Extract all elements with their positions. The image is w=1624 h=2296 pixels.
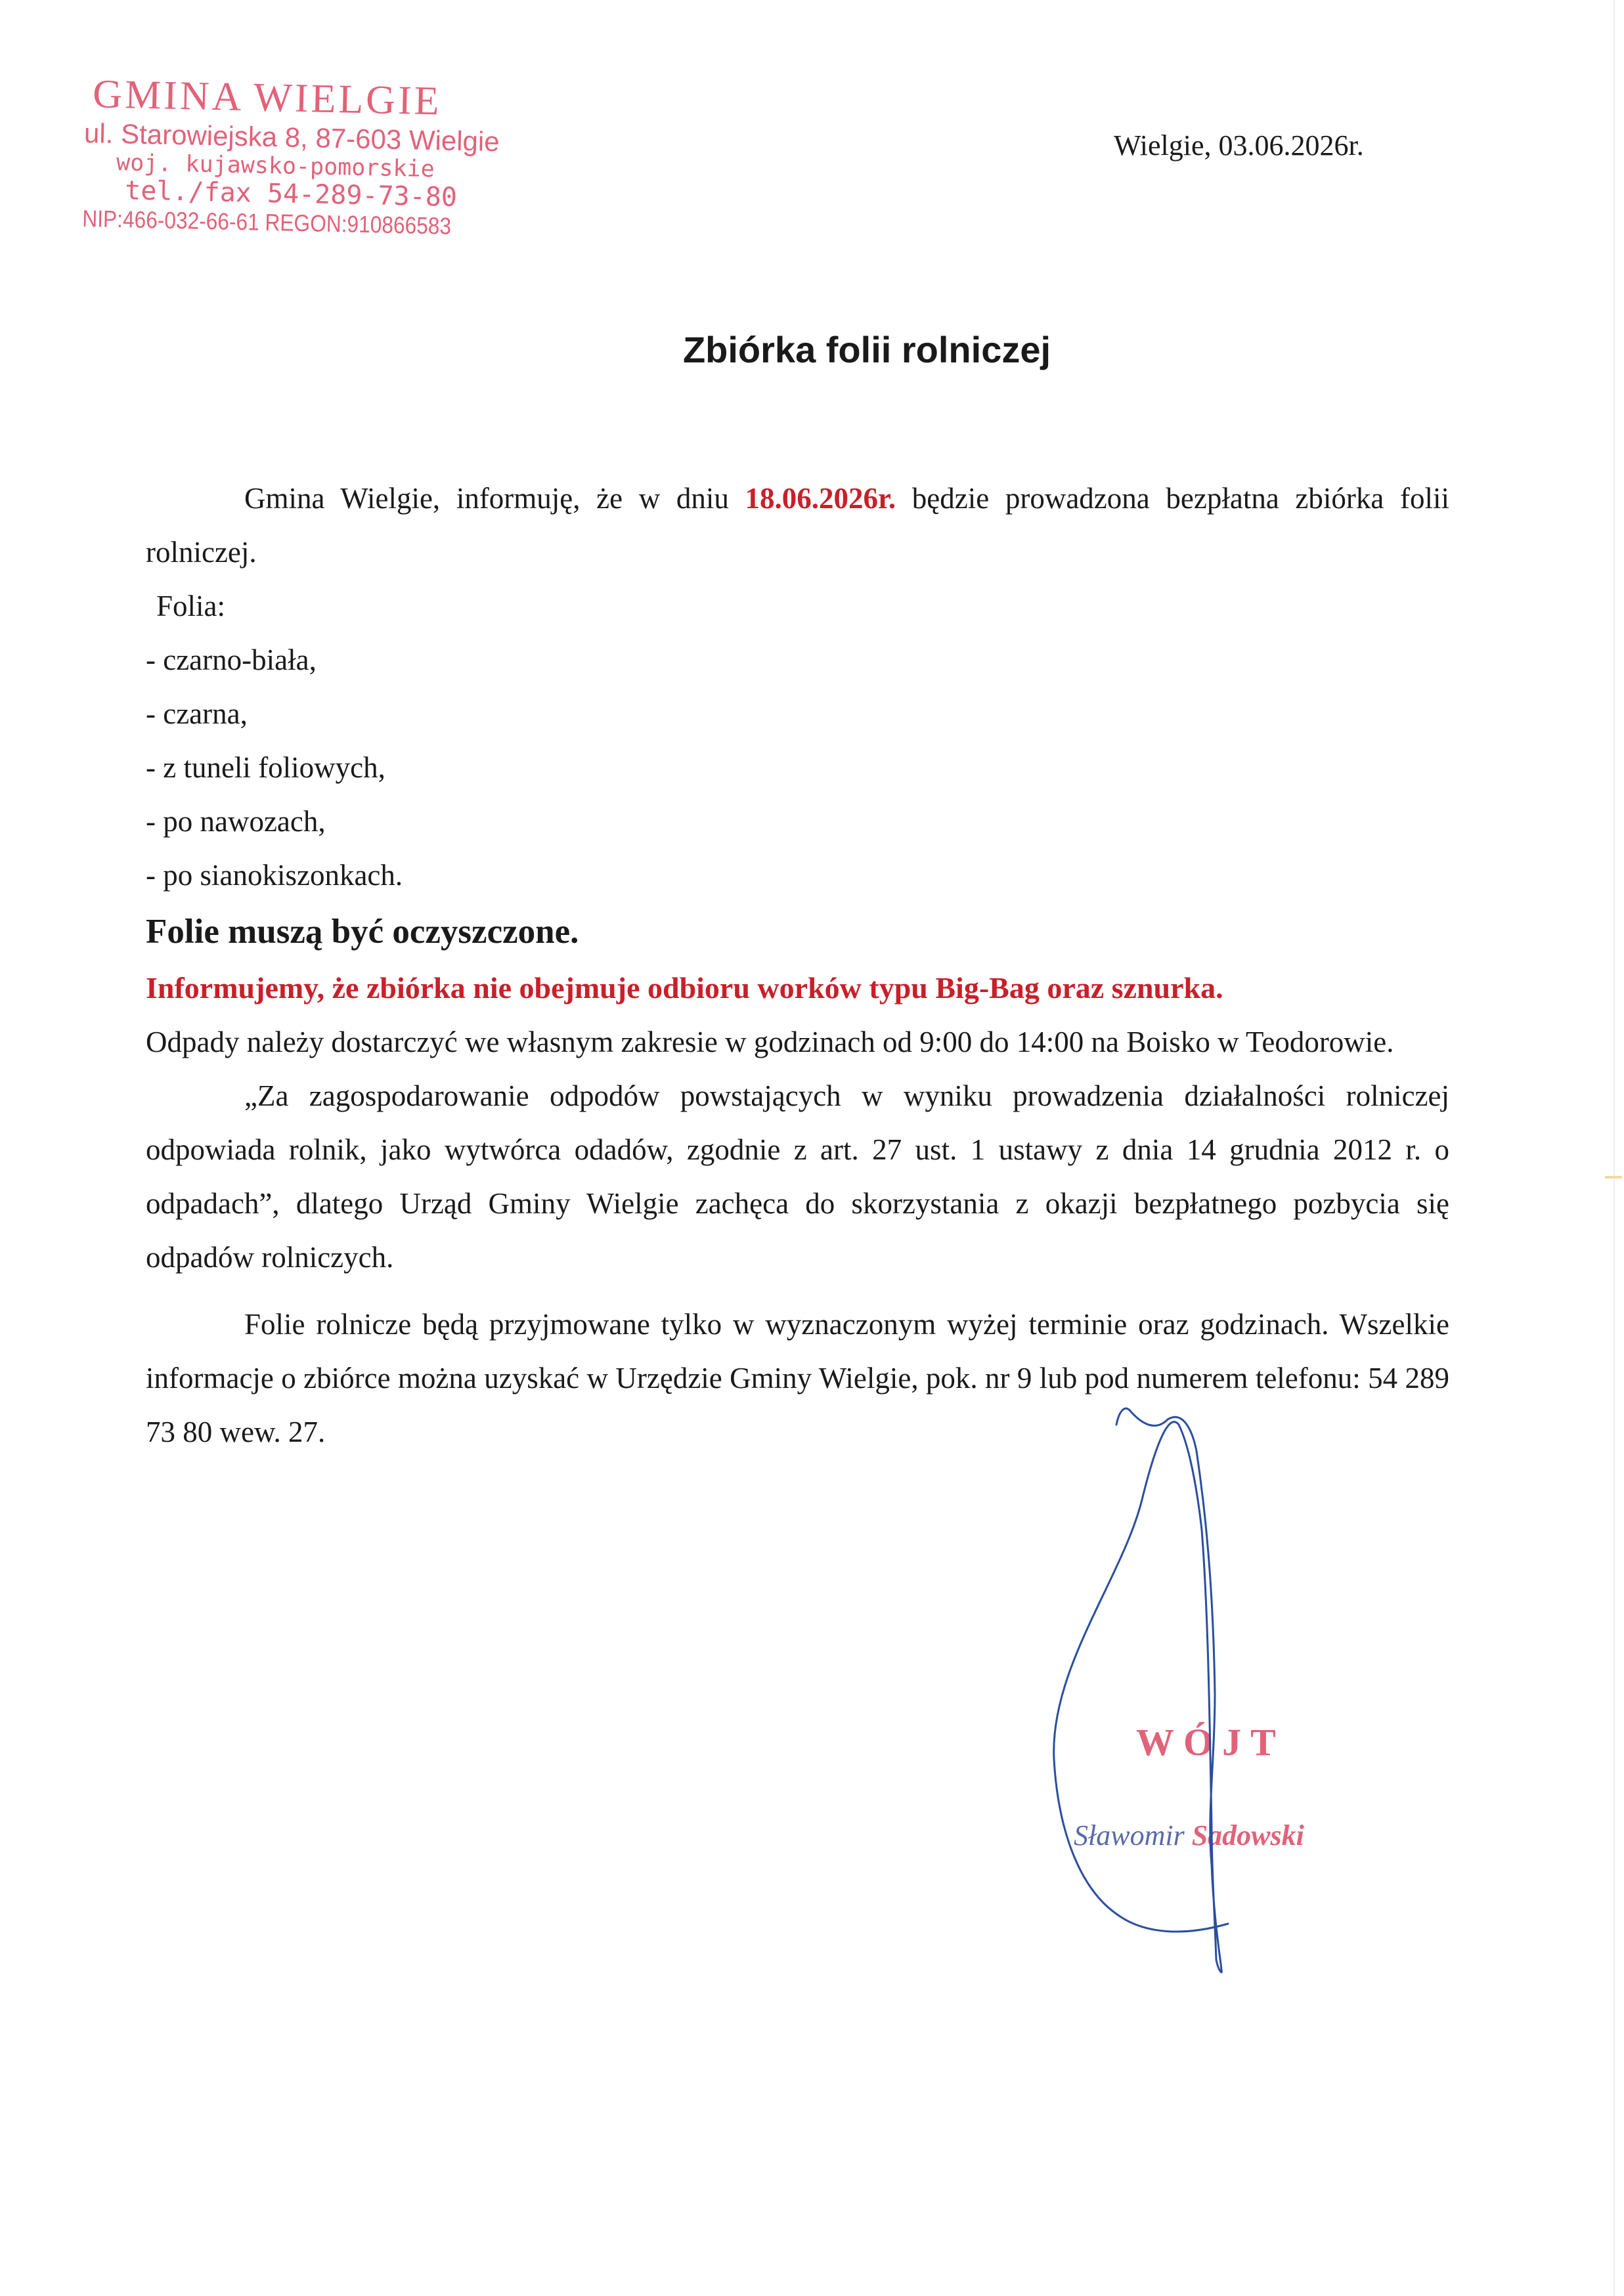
document-date: Wielgie, 03.06.2026r. xyxy=(1114,129,1364,162)
list-item: - po nawozach, xyxy=(146,805,326,838)
signature-last-name: Sadowski xyxy=(1191,1819,1304,1852)
intro-text-before: Gmina Wielgie, informuję, że w dniu xyxy=(244,482,745,515)
folia-label: Folia: xyxy=(156,590,226,622)
intro-text-after: będzie prowadzona bezpłatna zbiórka folii rolniczej. xyxy=(146,482,1449,569)
stamp-voivodeship: woj. kujawsko-pomorskie xyxy=(116,150,435,183)
stamp-ids: NIP:466-032-66-61 REGON:910866583 xyxy=(81,204,452,240)
stamp-name: GMINA WIELGIE xyxy=(92,72,443,124)
list-item: - czarno-biała, xyxy=(146,643,317,676)
signature-position: WÓJT xyxy=(1136,1721,1285,1764)
delivery-paragraph: Odpady należy dostarczyć we własnym zakresie w godzinach od 9:00 do 14:00 na Boisko w Teodorowie. xyxy=(146,1026,1394,1058)
list-item: - z tuneli foliowych, xyxy=(146,751,385,784)
signature-first-name: Sławomir xyxy=(1074,1819,1185,1852)
list-item: - po sianokiszonkach. xyxy=(146,859,403,892)
stamp-address: ul. Starowiejska 8, 87-603 Wielgie xyxy=(83,117,500,158)
law-paragraph: „Za zagospodarowanie odpodów powstających w wyniku prowadzenia działalności rolniczej odpowiada rolnik, jako wytwórca odadów, zgodnie z art. 27 ust. 1 ustawy z dnia 14 grudnia 2012 r. o odpadach”, dlatego Urząd Gminy Wielgie zachęca do skorzystania z okazji bezpłatnego pozbycia się odpadów rolniczych. xyxy=(146,1079,1449,1274)
bigbag-notice: Informujemy, że zbiórka nie obejmuje odbioru worków typu Big-Bag oraz sznurka. xyxy=(146,971,1223,1005)
stamp-phone: tel./fax 54-289-73-80 xyxy=(124,175,458,213)
document-title: Zbiórka folii rolniczej xyxy=(682,329,1051,370)
list-item: - czarna, xyxy=(146,697,248,730)
clean-notice: Folie muszą być oczyszczone. xyxy=(146,913,579,951)
final-paragraph: Folie rolnicze będą przyjmowane tylko w wyznaczonym wyżej terminie oraz godzinach. Wszelkie informacje o zbiórce można uzyskać w Urzędzie Gminy Wielgie, pok. nr 9 lub pod numerem telefonu: 54 289 73 80 wew. 27. xyxy=(146,1308,1449,1448)
collection-date: 18.06.2026r. xyxy=(745,482,896,515)
